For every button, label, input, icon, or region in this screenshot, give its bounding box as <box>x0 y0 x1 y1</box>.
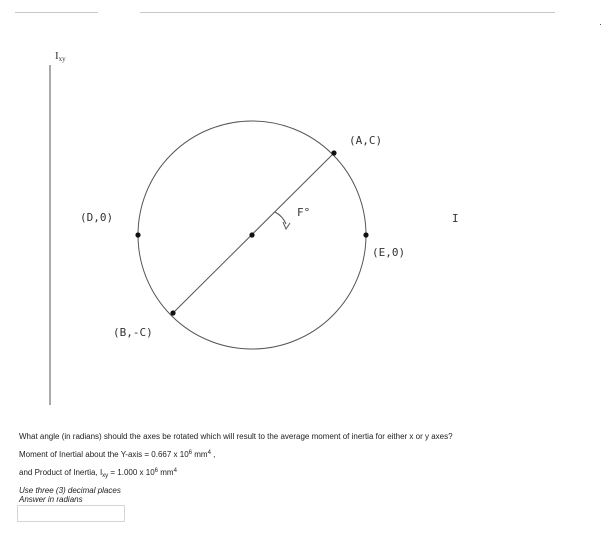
moment-y-line: Moment of Inertial about the Y-axis = 0.667 x $10^6$ $mm^4$ , <box>19 450 216 459</box>
label-right-mark: I <box>452 212 459 225</box>
point-d-0-dot <box>135 232 140 237</box>
angle-arrowhead <box>283 222 290 229</box>
label-d-0: (D,0) <box>80 211 114 224</box>
label-a-c: (A,C) <box>349 134 383 147</box>
angle-arc <box>275 212 286 224</box>
answer-input[interactable] <box>17 505 125 522</box>
point-b-negc-dot <box>170 310 175 315</box>
question-block <box>19 431 579 505</box>
question-prompt: What angle (in radians) should the axes be rotated which will result to the average moment of inertia for either x or y axes? <box>19 432 453 441</box>
center-dot <box>249 232 254 237</box>
point-e-0-dot <box>363 232 368 237</box>
label-e-0: (E,0) <box>372 246 406 259</box>
point-a-c-dot <box>331 150 336 155</box>
instruction-radians: Answer in radians <box>19 495 83 504</box>
product-inertia-line: and Product of Inertia, $I_{xy} = 1.000$ x $10^6$ $mm^4$ <box>19 468 177 479</box>
label-angle: F° <box>297 206 311 219</box>
instruction-decimals: Use three (3) decimal places <box>19 486 121 495</box>
label-b-negc: (B,-C) <box>113 326 153 339</box>
axis-label-ixy: $I_{xy}$ <box>55 50 66 63</box>
